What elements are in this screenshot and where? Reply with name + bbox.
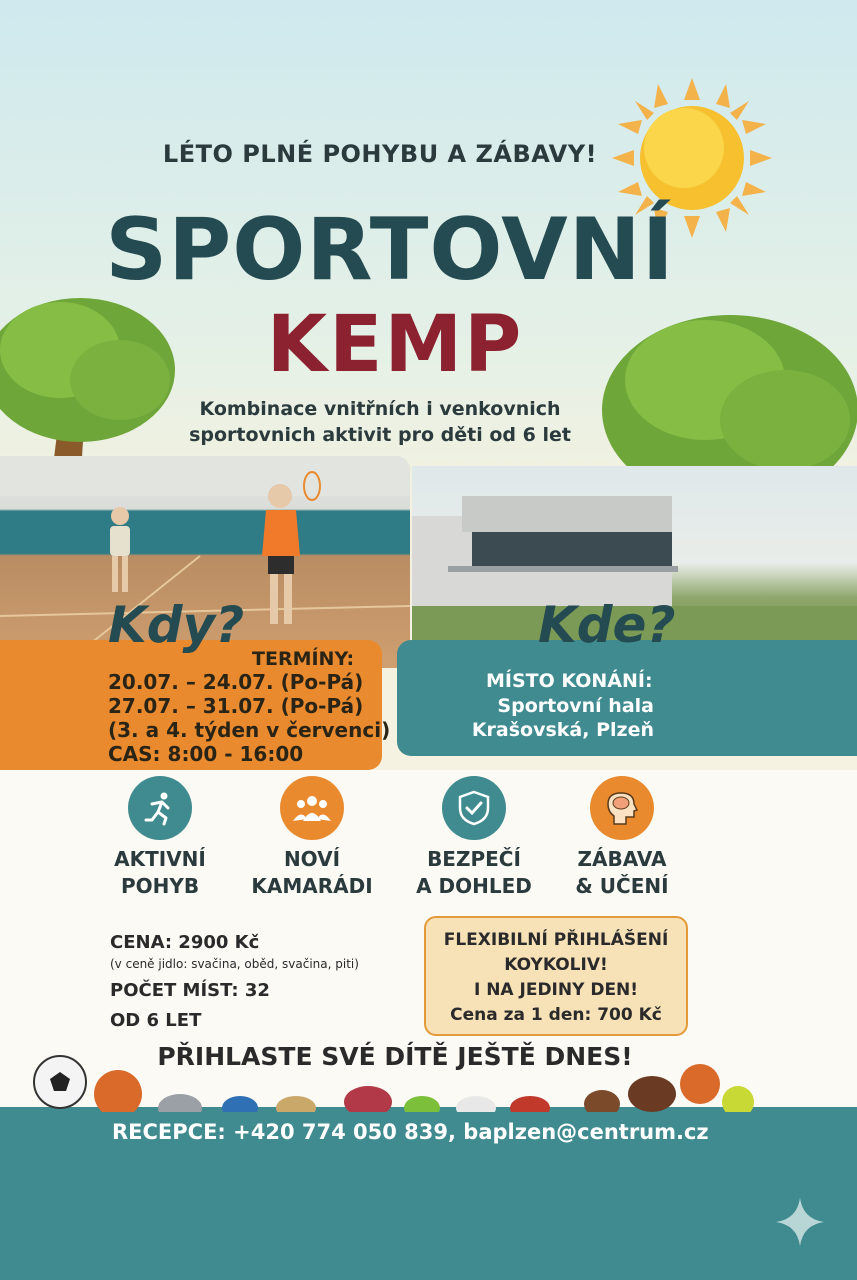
feature-fun-learning (532, 776, 712, 900)
dates-line: (3. a 4. týden v červenci) (108, 718, 391, 742)
dates-list (108, 670, 390, 766)
dates-heading: TERMÍNY: (252, 648, 355, 670)
dates-line: CAS: 8:00 - 16:00 (108, 742, 304, 766)
when-title: Kdy? (108, 596, 245, 654)
flexible-signup-box (424, 916, 688, 1036)
age-limit: OD 6 LET (110, 1010, 202, 1031)
feature-label: BEZPEČÍ A DOHLED (416, 847, 532, 898)
price-includes: (v ceně jidlo: svačina, oběd, svačina, piti) (110, 957, 359, 971)
subtitle-line-1: Kombinace vnitřních i venkovnich (199, 398, 561, 420)
venue-heading: MÍSTO KONÁNÍ: (486, 670, 653, 692)
shield-check-icon (442, 776, 506, 840)
feature-new-friends (222, 776, 402, 900)
sports-balls-illustration (30, 1052, 830, 1112)
title-kemp: KEMP (266, 300, 524, 390)
feature-label: ZÁBAVA & UČENÍ (575, 847, 669, 898)
dates-line: 20.07. – 24.07. (Po-Pá) (108, 670, 364, 694)
brain-head-icon (590, 776, 654, 840)
subtitle-line-2: sportovnich aktivit pro děti od 6 let (189, 424, 571, 446)
tagline: LÉTO PLNÉ POHYBU A ZÁBAVY! (162, 140, 598, 168)
pricing-info (110, 930, 359, 1034)
flexible-line: I NA JEDINY DEN! (473, 980, 639, 1000)
reception-contact: RECEPCE: +420 774 050 839, baplzen@centrum.cz (112, 1120, 709, 1144)
subtitle (170, 396, 590, 448)
dates-line: 27.07. – 31.07. (Po-Pá) (108, 694, 364, 718)
running-person-icon (128, 776, 192, 840)
where-title: Kde? (538, 596, 676, 654)
venue-line: Krašovská, Plzeň (471, 719, 654, 741)
flexible-line: Cena za 1 den: 700 Kč (450, 1005, 662, 1025)
feature-label: NOVÍ KAMARÁDI (251, 847, 373, 898)
venue-line: Sportovní hala (497, 695, 654, 717)
group-people-icon (280, 776, 344, 840)
title-sportovni: SPORTOVNÍ (105, 200, 675, 300)
places-count: POČET MÍST: 32 (110, 980, 270, 1001)
flexible-line: FLEXIBILNÍ PŘIHLÁŠENÍ (443, 930, 669, 950)
price: CENA: 2900 Kč (110, 932, 260, 953)
call-to-action: PŘIHLASTE SVÉ DÍTĚ JEŠTĚ DNES! (157, 1042, 633, 1071)
feature-label: AKTIVNÍ POHYB (114, 847, 206, 898)
sparkle-icon (774, 1196, 826, 1248)
flexible-line: KOYKOLIV! (504, 955, 608, 975)
venue-address (440, 694, 654, 742)
